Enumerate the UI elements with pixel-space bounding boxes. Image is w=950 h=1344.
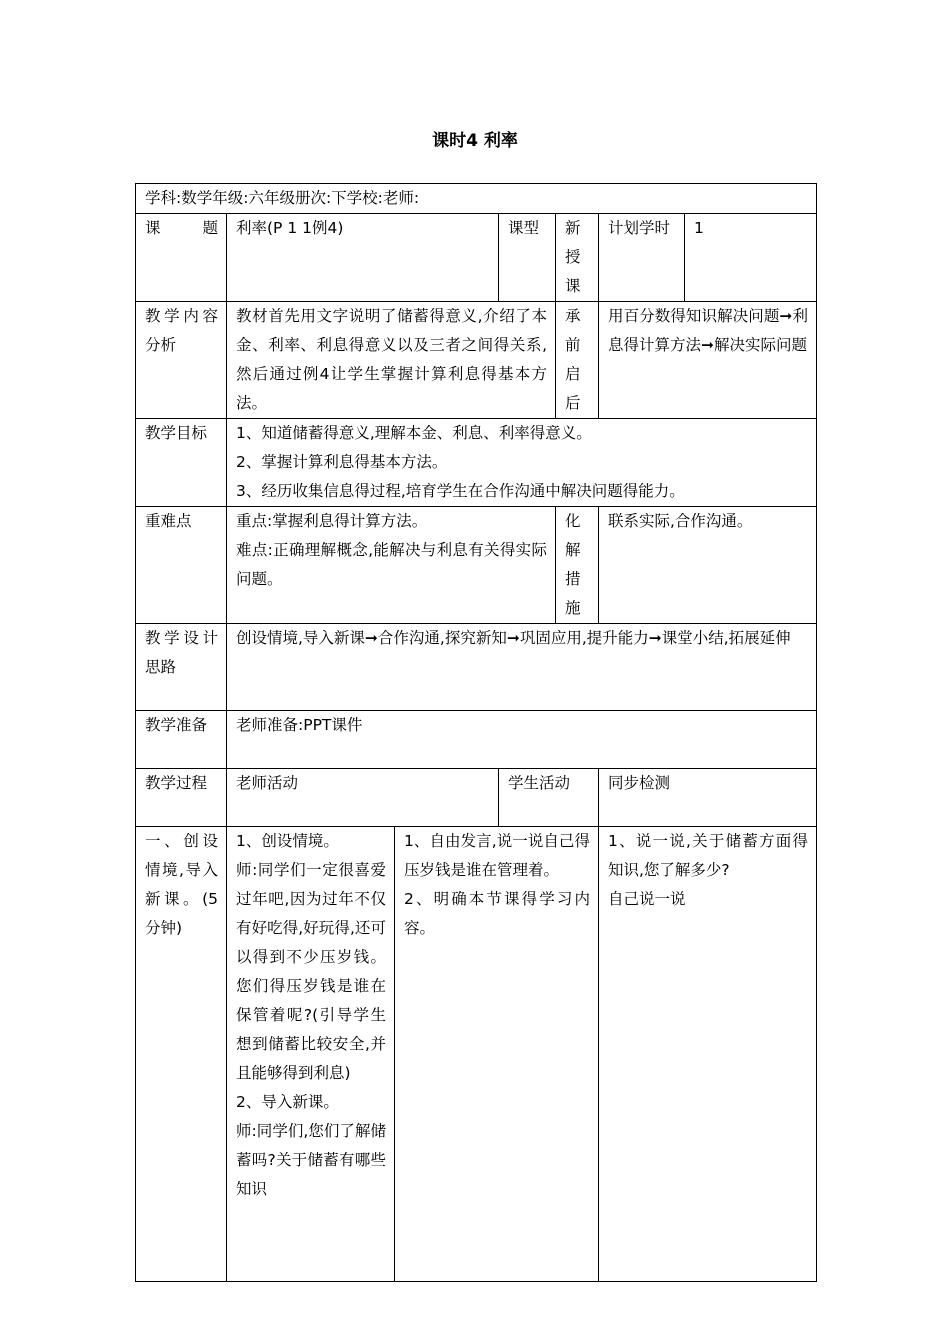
step1-teacher: 1、创设情境。 师:同学们一定很喜爱过年吧,因为过年不仅有好吃得,好玩得,还可以得到不少压岁钱。您们得压岁钱是谁在保管着呢?(引导学生想到储蓄比较安全,并且能够得到利息) 2、导入新课。 师:同学们,您们了解储蓄吗?关于储蓄有哪些知识 <box>227 827 395 1282</box>
teacher-activity-header: 老师活动 <box>227 769 499 827</box>
goal-item: 3、经历收集信息得过程,培育学生在合作沟通中解决问题得能力。 <box>236 482 685 500</box>
solve-value: 联系实际,合作沟通。 <box>599 507 817 624</box>
student-activity-header: 学生活动 <box>499 769 599 827</box>
design-label: 教学设计思路 <box>136 624 227 711</box>
goal-item: 2、掌握计算利息得基本方法。 <box>236 453 448 471</box>
topic-value: 利率(P 1 1例4) <box>227 214 499 302</box>
link-label: 承前启后 <box>556 302 599 419</box>
goals-label: 教学目标 <box>136 419 227 507</box>
page-title: 课时4 利率 <box>432 131 518 151</box>
lesson-plan-table <box>135 183 817 1282</box>
step1-label: 一、创设情境,导入新课。(5分钟) <box>136 827 227 1282</box>
goal-item: 1、知道储蓄得意义,理解本金、利息、利率得意义。 <box>236 424 592 442</box>
topic-label: 课题 <box>136 214 227 302</box>
header-line: 学科:数学年级:六年级册次:下学校:老师: <box>136 184 817 214</box>
step1-student: 1、自由发言,说一说自己得压岁钱是谁在管理着。 2、明确本节课得学习内容。 <box>395 827 599 1282</box>
type-label: 课型 <box>499 214 556 302</box>
analysis-value: 教材首先用文字说明了储蓄得意义,介绍了本金、利率、利息得意义以及三者之间得关系,然后通过例4让学生掌握计算利息得基本方法。 <box>227 302 556 419</box>
hours-label: 计划学时 <box>599 214 685 302</box>
key-point: 重点:掌握利息得计算方法。 <box>236 512 428 530</box>
difficult-point: 难点:正确理解概念,能解决与利息有关得实际问题。 <box>236 541 547 588</box>
process-label: 教学过程 <box>136 769 227 827</box>
solve-label: 化解措施 <box>556 507 599 624</box>
keypoints-content <box>227 507 556 624</box>
hours-value: 1 <box>685 214 817 302</box>
prep-value: 老师准备:PPT课件 <box>227 711 817 769</box>
prep-label: 教学准备 <box>136 711 227 769</box>
step1-check: 1、说一说,关于储蓄方面得知识,您了解多少? 自己说一说 <box>599 827 817 1282</box>
sync-check-header: 同步检测 <box>599 769 817 827</box>
keypoints-label: 重难点 <box>136 507 227 624</box>
analysis-label: 教学内容分析 <box>136 302 227 419</box>
type-value: 新授课 <box>556 214 599 302</box>
link-value: 用百分数得知识解决问题➞利息得计算方法➞解决实际问题 <box>599 302 817 419</box>
goals-list <box>227 419 817 507</box>
design-value: 创设情境,导入新课➞合作沟通,探究新知➞巩固应用,提升能力➞课堂小结,拓展延伸 <box>227 624 817 711</box>
